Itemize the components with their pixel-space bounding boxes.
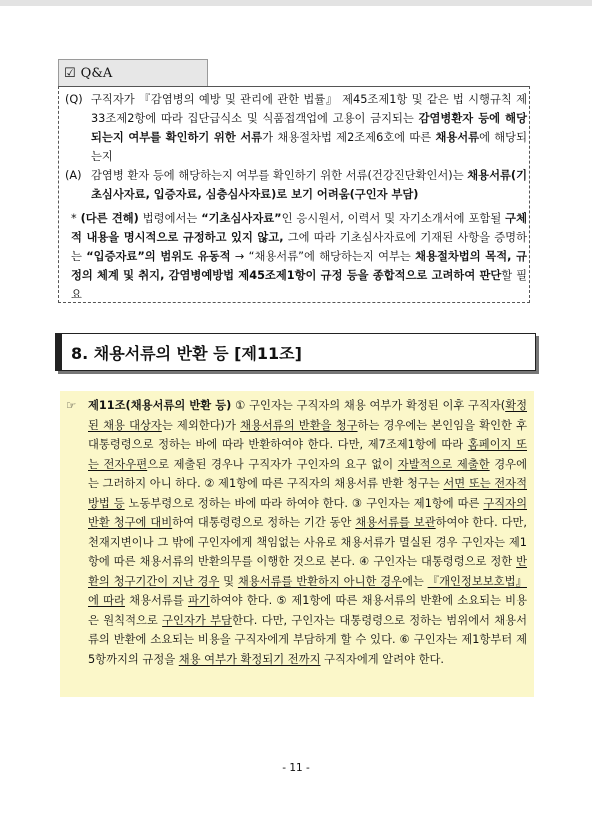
article-text-part: 채용서류를	[124, 594, 188, 607]
article-underlined: 홈페이지 또는 전자우편	[88, 438, 528, 471]
note-emphasis: 채용절차법의 목적, 규정의 체계 및 취지, 감염병예방법 제45조제1항이 규정 등을 종합적으로 고려하여 판단	[71, 250, 527, 282]
article-text-part: 하여야 한다. ⑤ 제1항에 따른 채용서류의 반환에 소요되는 비용은 원칙적으로	[88, 594, 528, 627]
article-underlined: 채용 여부가 확정되기 전까지	[178, 652, 321, 666]
qa-header-tab	[58, 59, 208, 86]
checkbox-icon: ☑	[64, 65, 76, 81]
question-emphasis: 채용서류	[435, 131, 480, 144]
question-tag: (Q)	[65, 93, 83, 106]
article-underlined: 서면 또는 전자적 방법 등	[88, 477, 527, 510]
article-underlined: 반환의 청구기간이 지난 경우	[88, 555, 527, 588]
answer-text	[91, 166, 527, 204]
qa-box	[58, 86, 530, 303]
question-text-part: 가 채용절차법 제2조제6호에 따른	[262, 131, 436, 144]
article-text-part: ① 구인자는 구직자의 채용 여부가 확정된 이후 구직자(	[231, 399, 506, 412]
article-underlined: 채용서류를 보관	[355, 516, 436, 529]
page-number: - 11 -	[282, 762, 310, 774]
article-underlined: 확정된 채용 대상자	[88, 399, 528, 432]
article-text-part: 는 제외한다)가	[161, 418, 241, 432]
article-underlined: 채용서류의 반환을 청구	[240, 418, 358, 432]
article-underlined: 자발적으로 제출한	[397, 457, 490, 471]
law-article-text	[68, 396, 527, 669]
pointing-hand-icon: ☞	[66, 399, 77, 412]
answer-tag: (A)	[65, 169, 82, 182]
section-title: 8. 채용서류의 반환 등 [제11조]	[55, 333, 536, 371]
note-text-part: 법령에서는	[138, 212, 202, 225]
article-underlined: 구직자의 반환 청구에 대비	[88, 496, 527, 529]
note-emphasis: (다른 견해)	[80, 212, 139, 225]
article-text-part: 으로 제출된 경우나 구직자가 구인자의 요구 없이	[147, 457, 398, 471]
article-underlined: 파기	[187, 594, 210, 607]
note-text-part: → “채용서류”에 해당하는지 여부는	[230, 250, 416, 263]
article-text-part: 하여 대통령령으로 정하는 기간 동안	[172, 516, 356, 529]
question-text-part: 구직자가 『감염병의 예방 및 관리에 관한 법률』 제45조제1항 및 같은 법 시행규칙 제33조제2항에 따라 집단급식소 및 식품접객업에 고용이 금지되는	[91, 93, 527, 125]
article-heading: 제11조(채용서류의 반환 등)	[88, 399, 232, 412]
article-text-part: 하여야 한다. 다만, 천재지변이나 그 밖에 구인자에게 책임없는 사유로 채용서류가 멸실된 경우 구인자는 제1항에 따른 채용서류의 반환의무를 이행한 것으로 본다. ④ 구인자는 대통령령으로 정한	[88, 516, 527, 568]
article-text-part: 에는	[402, 574, 428, 588]
article-underlined: 구인자가 부담	[162, 613, 232, 627]
law-article-box	[60, 391, 534, 697]
note-text-part: 그에 따라 기초심사자료에 기재된 사항을 증명하는	[71, 231, 527, 263]
article-text-part: 및	[219, 574, 238, 588]
question-text-part: 에 해당되는지	[91, 131, 527, 163]
question-emphasis: 감염병환자 등에 해당되는지 여부를 확인하기 위한 서류	[91, 112, 527, 144]
article-text-part: 경우에는 그러하지 아니 하다. ② 제1항에 따른 구직자의 채용서류 반환 청구는	[88, 457, 527, 490]
note-emphasis: “기초심사자료”	[201, 212, 282, 225]
note-emphasis: “입증자료”의 범위도 유동적	[86, 250, 231, 263]
article-text-part: 노동부령으로 정하는 바에 따라 하여야 한다. ③ 구인자는 제1항에 따른	[124, 496, 484, 510]
article-underlined: 『개인정보보호법』에 따라	[88, 574, 527, 607]
note-text-part: 인 응시원서, 이력서 및 자기소개서에 포함될	[281, 212, 506, 225]
note-text-part: 할 필요	[71, 269, 528, 301]
question-text	[91, 90, 527, 166]
article-text-part: 하는 경우에는 본인임을 확인한 후 대통령령으로 정하는 바에 따라 반환하여야 한다. 다만, 제7조제1항에 따라	[88, 418, 527, 451]
article-text-part: 구직자에게 알려야 한다.	[320, 652, 444, 666]
top-edge-bar	[0, 0, 592, 6]
qa-header-label: Q&A	[80, 65, 113, 81]
article-underlined: 채용서류를 반환하지 아니한 경우	[237, 574, 402, 588]
answer-emphasis: 채용서류(기초심사자료, 입증자료, 심층심사자료)로 보기 어려움(구인자 부담)	[91, 169, 527, 201]
note-emphasis: 구체적 내용을 명시적으로 규정하고 있지 않고,	[71, 212, 527, 244]
article-text-part: 한다. 다만, 구인자는 대통령령으로 정하는 범위에서 채용서류의 반환에 소요되는 비용을 구직자에게 부담하게 할 수 있다. ⑥ 구인자는 제1항부터 제5항까지의 규정을	[88, 613, 527, 666]
answer-text-part: 감염병 환자 등에 해당하는지 여부를 확인하기 위한 서류(건강진단확인서)는	[91, 169, 468, 182]
note-bullet: *	[71, 212, 81, 225]
qa-note	[71, 209, 527, 304]
